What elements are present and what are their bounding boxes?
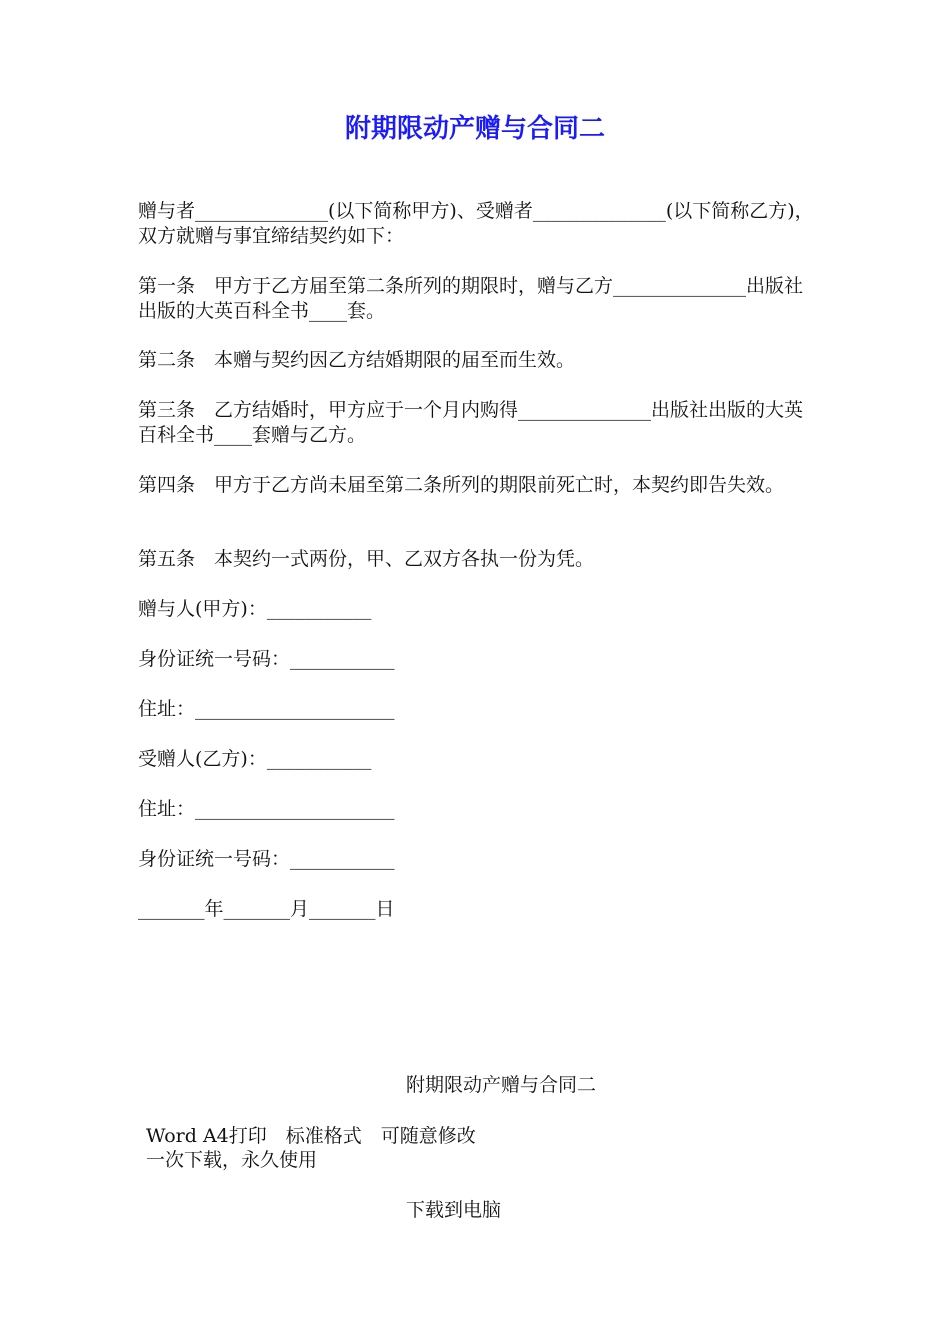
footer-title: 附期限动产赠与合同二 [406,1074,597,1096]
download-link[interactable]: 下载到电脑 [406,1199,502,1221]
article-4: 第四条 甲方于乙方尚未届至第二条所列的期限前死亡时，本契约即告失效。 [138,474,785,496]
donee-address-line: 住址：_____________________ [138,798,395,820]
donee-id-line: 身份证统一号码：___________ [138,848,395,870]
article-1: 第一条 甲方于乙方届至第二条所列的期限时，赠与乙方______________出版社出版的大英百科全书____套。 [138,275,804,322]
document-title: 附期限动产赠与合同二 [344,114,605,144]
promo-line-2: 一次下载，永久使用 [146,1149,318,1171]
date-line: _______年_______月_______日 [138,898,395,920]
article-3: 第三条 乙方结婚时，甲方应于一个月内购得______________出版社出版的大英百科全书____套赠与乙方。 [138,399,804,446]
donor-address-line: 住址：_____________________ [138,698,395,720]
promo-line-1: Word A4打印 标准格式 可随意修改 [146,1125,476,1147]
article-2: 第二条 本赠与契约因乙方结婚期限的届至而生效。 [138,349,576,371]
donor-signature-line: 赠与人(甲方)：___________ [138,598,372,620]
donee-signature-line: 受赠人(乙方)：___________ [138,748,372,770]
donor-id-line: 身份证统一号码：___________ [138,648,395,670]
intro-paragraph: 赠与者______________(以下简称甲方)、受赠者______________(以下简称乙方)，双方就赠与事宜缔结契约如下： [138,200,814,247]
article-5: 第五条 本契约一式两份，甲、乙双方各执一份为凭。 [138,548,595,570]
